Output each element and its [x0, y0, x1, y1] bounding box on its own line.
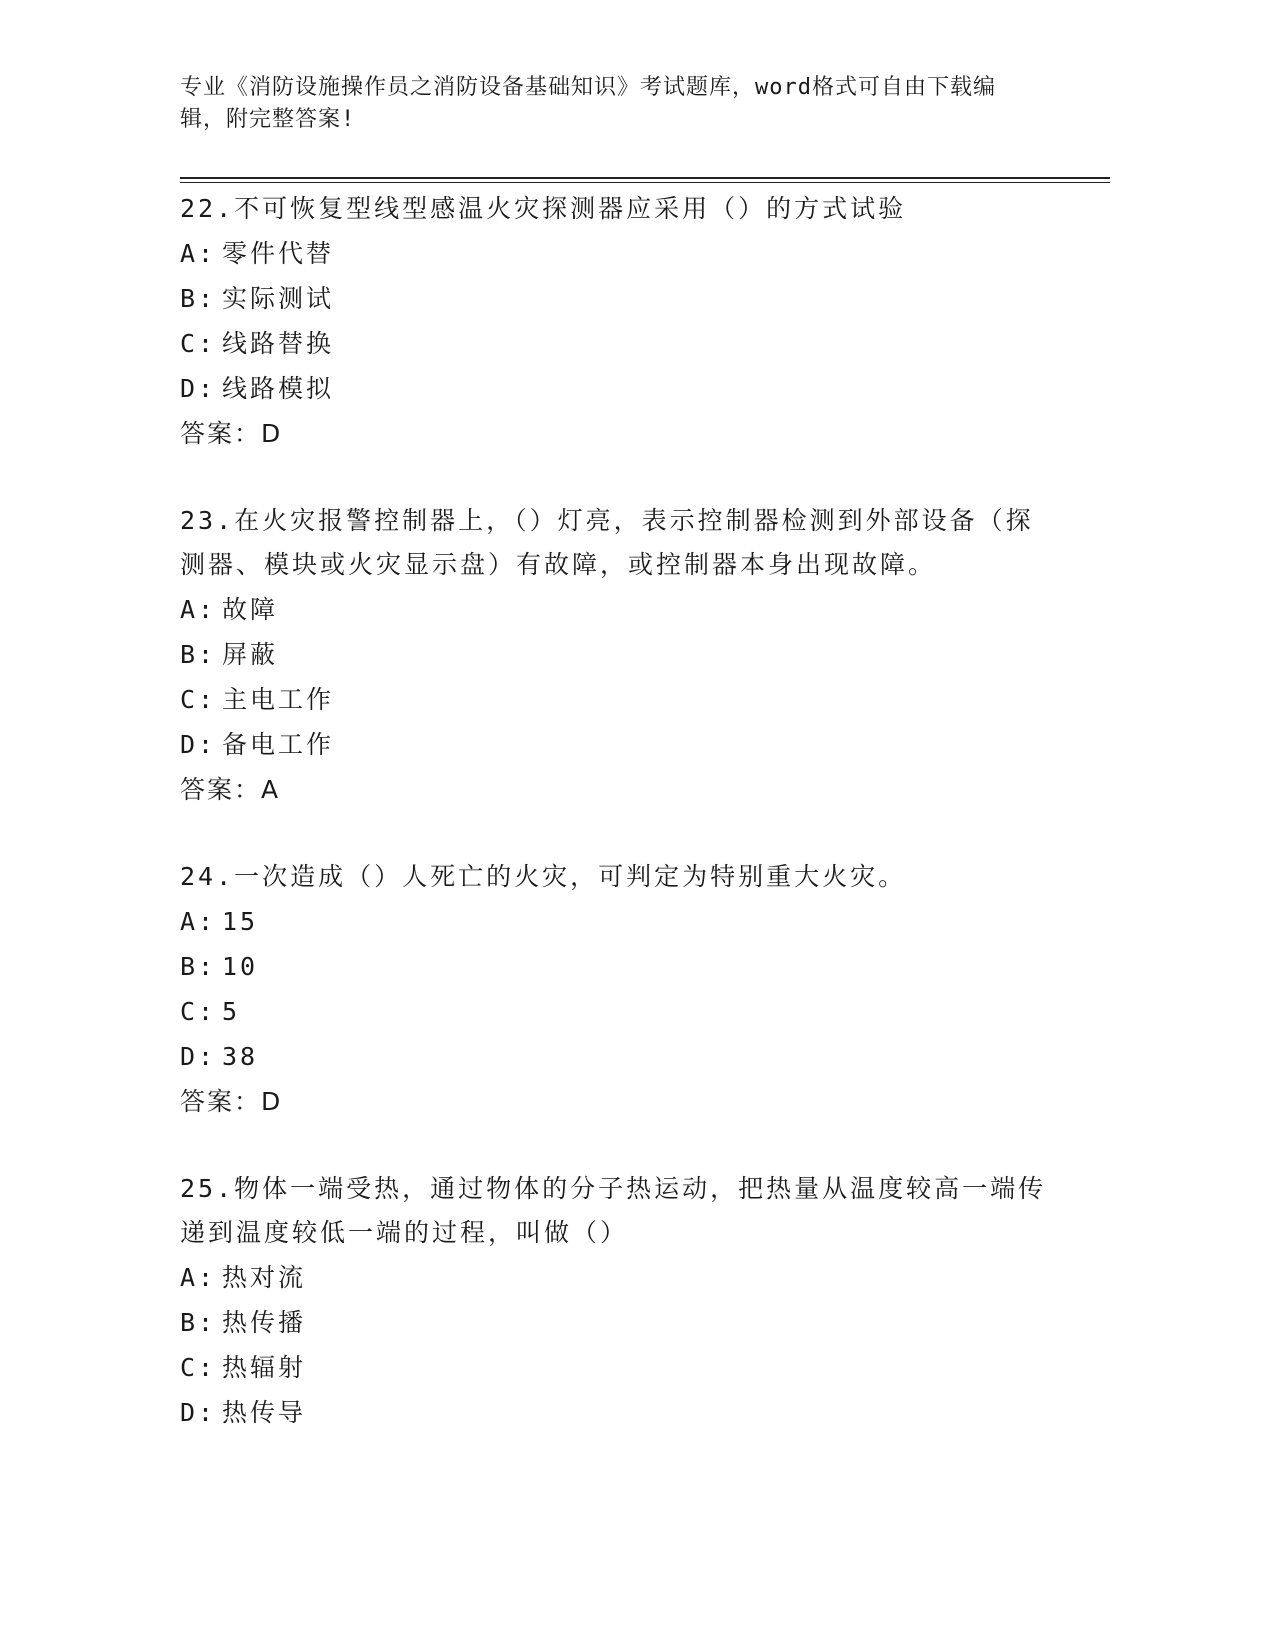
option-c [180, 677, 1050, 722]
option-label: B: [180, 284, 217, 313]
option-label: D: [180, 374, 217, 403]
option-d [180, 1390, 1050, 1435]
option-text: 5 [222, 997, 241, 1026]
question-25 [180, 1167, 1050, 1435]
option-label: A: [180, 595, 217, 624]
header-divider-thick [180, 177, 1110, 179]
option-label: B: [180, 640, 217, 669]
option-a [180, 899, 1050, 944]
option-d [180, 1034, 1050, 1079]
option-c [180, 989, 1050, 1034]
option-c [180, 321, 1050, 366]
option-text: 线路模拟 [222, 374, 335, 403]
option-label: B: [180, 952, 217, 981]
option-text: 零件代替 [222, 239, 335, 268]
option-b [180, 944, 1050, 989]
option-a [180, 1255, 1050, 1300]
question-24 [180, 855, 1050, 1124]
option-label: B: [180, 1308, 217, 1337]
option-d [180, 722, 1050, 767]
option-d [180, 366, 1050, 411]
option-a [180, 231, 1050, 276]
option-text: 10 [222, 952, 259, 981]
option-text: 热辐射 [222, 1353, 307, 1382]
option-label: D: [180, 1042, 217, 1071]
option-text: 主电工作 [222, 685, 335, 714]
question-23 [180, 499, 1050, 812]
option-label: D: [180, 1398, 217, 1427]
option-text: 热对流 [222, 1263, 307, 1292]
option-text: 实际测试 [222, 284, 335, 313]
option-label: D: [180, 730, 217, 759]
option-a [180, 587, 1050, 632]
option-text: 备电工作 [222, 730, 335, 759]
option-label: C: [180, 1353, 217, 1382]
option-b [180, 276, 1050, 321]
option-label: A: [180, 907, 217, 936]
question-stem: 23.在火灾报警控制器上，（）灯亮，表示控制器检测到外部设备（探测器、模块或火灾显示盘）有故障，或控制器本身出现故障。 [180, 506, 1034, 579]
option-text: 线路替换 [222, 329, 335, 358]
answer-line: 答案：A [180, 775, 281, 804]
option-b [180, 632, 1050, 677]
option-c [180, 1345, 1050, 1390]
option-label: C: [180, 329, 217, 358]
option-text: 38 [222, 1042, 259, 1071]
header-divider-thin [180, 182, 1110, 183]
question-list [180, 187, 1050, 1435]
answer-line: 答案：D [180, 419, 283, 448]
option-text: 15 [222, 907, 259, 936]
option-label: A: [180, 239, 217, 268]
document-header [180, 72, 1050, 136]
option-label: A: [180, 1263, 217, 1292]
option-b [180, 1300, 1050, 1345]
question-22 [180, 187, 1050, 456]
option-text: 热传播 [222, 1308, 307, 1337]
header-line-1: 专业《消防设施操作员之消防设备基础知识》考试题库，word格式可自由下载编 [180, 75, 996, 100]
question-stem: 25.物体一端受热，通过物体的分子热运动，把热量从温度较高一端传递到温度较低一端的过程，叫做（） [180, 1174, 1047, 1247]
option-text: 故障 [222, 595, 279, 624]
header-line-2: 辑，附完整答案! [180, 107, 356, 132]
option-text: 热传导 [222, 1398, 307, 1427]
question-stem: 24.一次造成（）人死亡的火灾，可判定为特别重大火灾。 [180, 862, 907, 891]
option-label: C: [180, 997, 217, 1026]
option-text: 屏蔽 [222, 640, 279, 669]
answer-line: 答案：D [180, 1087, 283, 1116]
question-stem: 22.不可恢复型线型感温火灾探测器应采用（）的方式试验 [180, 194, 907, 223]
option-label: C: [180, 685, 217, 714]
